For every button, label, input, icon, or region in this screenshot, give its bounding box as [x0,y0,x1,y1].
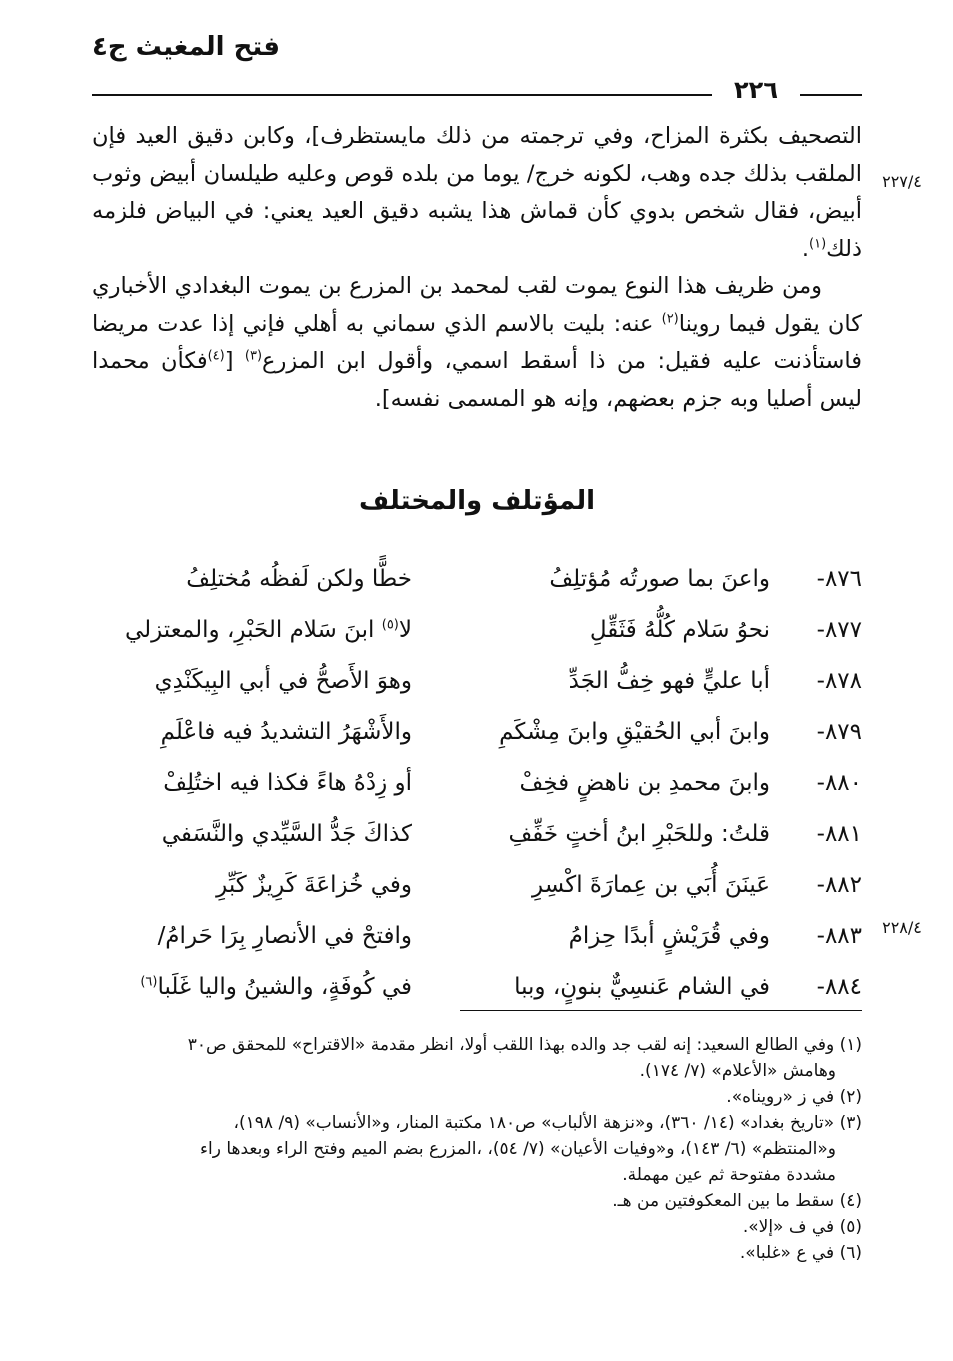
verse-text: خطًّا ولكن لَفظُه مُختلِفُ [186,566,412,592]
verse-first-hemistich: وفي قُرَيْشٍ أبدًا حِزامُ [568,923,770,949]
verse-number: ٨٧٨- [816,668,862,694]
footnotes [80,1032,862,1266]
header-rule-right [800,94,862,96]
verse-text: في كُوفَةٍ، والشينُ واليا غَلَبا [157,974,412,1000]
verse-first-hemistich: أبا عليٍّ فهو خِفُّ الجَدِّ [568,668,770,694]
footnote-continuation: و«المنتظم» (٦/ ١٤٣)، و«وفيات الأعيان» (٧/ ٥٤)، ،المزرع بضم الميم وفتح الراء وبعدها راء [200,1139,836,1159]
paragraph-text: . [801,235,810,262]
paragraph-text: فكأن محمدا ليس أصليا وبه جزم بعضهم، وإنه هو المسمى نفسه]. [92,348,862,412]
verse-first-hemistich: واعنَ بما صورتُه مُؤتلِفُ [549,566,770,592]
verse-line [92,709,862,760]
footnote: (٢) في ز «رويناه». [726,1087,862,1107]
paragraph-text: ومن ظريف هذا النوع يموت لقب لمحمد بن المزرع بن يموت البغدادي الأخباري كان يقول فيما روينا [92,273,862,337]
verse-line [92,556,862,607]
footnote-ref: (٥) [381,617,399,633]
paragraph [92,118,862,268]
verse-first-hemistich: عَينَنَ أُبَي بن عِمارَةَ اكْسِرِ [532,872,770,898]
footnote: (٥) في ف «إلا». [742,1217,862,1237]
verse-first-hemistich: نحوُ سَلام كُلُّهُ فَثَقِّلِ [589,617,770,643]
verse-line [92,658,862,709]
verse-line [92,811,862,862]
section-title: المؤتلف والمختلف [359,486,595,516]
verse-second-hemistich [92,821,412,847]
footnote: (٤) سقط ما بين المعكوفتين من هـ. [612,1191,862,1211]
verse-text: أو زِدْهُ هاءً فكذا فيه اختُلِفْ [163,770,412,796]
verse-first-hemistich: في الشام عَنسِيٌّ بنونٍ، وببا [514,974,770,1000]
verse-number: ٨٧٩- [816,719,862,745]
main-text [92,118,862,418]
footnote-ref: (٣) [244,348,263,364]
footnote: (٣) «تاريخ بغداد» (١٤/ ٣٦٠)، و«نزهة الألباب» ص١٨٠ مكتبة المنار، و«الأنساب» (٩/ ١٩٨)، [233,1113,862,1133]
footnote-continuation: وهامش «الأعلام» (٧/ ١٧٤). [639,1061,836,1081]
running-title: فتح المغيث ج٤ [92,32,281,62]
footnote-ref: (١) [809,236,827,251]
footnote-ref: (٢) [661,311,679,326]
verse-text: وهوَ الأَصحُّ في أبي البِيكَنْدِي [154,668,412,694]
verse-number: ٨٨١- [816,821,862,847]
verse-line [92,913,862,964]
page-number: ٢٢٦ [734,76,778,104]
footnote-ref: (٦) [140,974,158,990]
verse-second-hemistich [92,719,412,745]
footnote-ref: (٤) [207,348,225,364]
verse-text: وافتحْ في الأنصارِ بِرَا حَرامُ/ [157,923,412,949]
verse-number: ٨٧٦- [816,566,862,592]
paragraph [92,268,862,418]
verse-second-hemistich [92,974,412,1000]
verse-text: كذاكَ جَدُّ السَّيِّدي والنَّسَفي [161,821,412,847]
verse-text: لا [398,617,412,643]
verse-text: ابنَ سَلام الحَبْرِ، والمعتزلي [124,617,382,643]
verse-list [92,556,862,1015]
verse-first-hemistich: قلتُ: وللحَبْرِ ابنُ أختٍ خَفِّفِ [508,821,770,847]
verse-text: والأَشْهَرُ التشديدُ فيه فاعْلَمِ [160,719,412,745]
verse-text: وفي خُزاعَةَ كَرِيزٌ كَبِّرِ [216,872,412,898]
verse-line [92,862,862,913]
verse-line [92,760,862,811]
footnote: (٦) في ع «غلبا». [739,1243,862,1263]
header-rule [92,94,712,96]
verse-second-hemistich [92,923,412,949]
verse-second-hemistich [92,872,412,898]
verse-number: ٨٨٤- [816,974,862,1000]
paragraph-text: التصحيف بكثرة المزاح، وفي ترجمته من ذلك مايستظرف]، وكابن دقيق العيد فإن الملقب بذلك جده وهب، لكونه خرج/ يوما من بلده قوص وعليه طيلسان أبيض وثوب أبيض، فقال شخص بدوي كأن قماش هذا يشبه دقيق العيد يعني: في البياض فلزمه ذلك [92,123,862,262]
verse-second-hemistich [92,770,412,796]
verse-number: ٨٨٢- [816,872,862,898]
verse-line [92,607,862,658]
verse-number: ٨٧٧- [816,617,862,643]
footnote-rule [460,1010,862,1011]
margin-note-manuscript-folio: ٢٢٧/٤ [882,172,922,191]
verse-second-hemistich [92,566,412,592]
paragraph-text: [ [224,348,245,374]
paragraph-text: عنه: بليت بالاسم الذي سماني به أهلي فإني إذا عدت مريضا فاستأذنت عليه فقيل: من ذا أسقط اسمي، وأقول ابن المزرع [92,310,862,374]
footnote-continuation: مشددة مفتوحة ثم عين مهملة. [622,1165,836,1185]
verse-first-hemistich: وابنَ أبي الحُقيْقِ وابنَ مِشْكَمِ [499,719,770,745]
verse-number: ٨٨٣- [816,923,862,949]
verse-number: ٨٨٠- [816,770,862,796]
verse-second-hemistich [92,617,412,643]
footnote: (١) وفي الطالع السعيد: إنه لقب جد والده بهذا اللقب أولا، انظر مقدمة «الاقتراح» للمحقق ص٣٠ [187,1035,862,1055]
verse-first-hemistich: وابنَ محمدِ بن ناهضٍ فخِفْ [519,770,770,796]
verse-line [92,964,862,1015]
verse-second-hemistich [92,668,412,694]
margin-note-manuscript-folio: ٢٢٨/٤ [882,918,922,937]
